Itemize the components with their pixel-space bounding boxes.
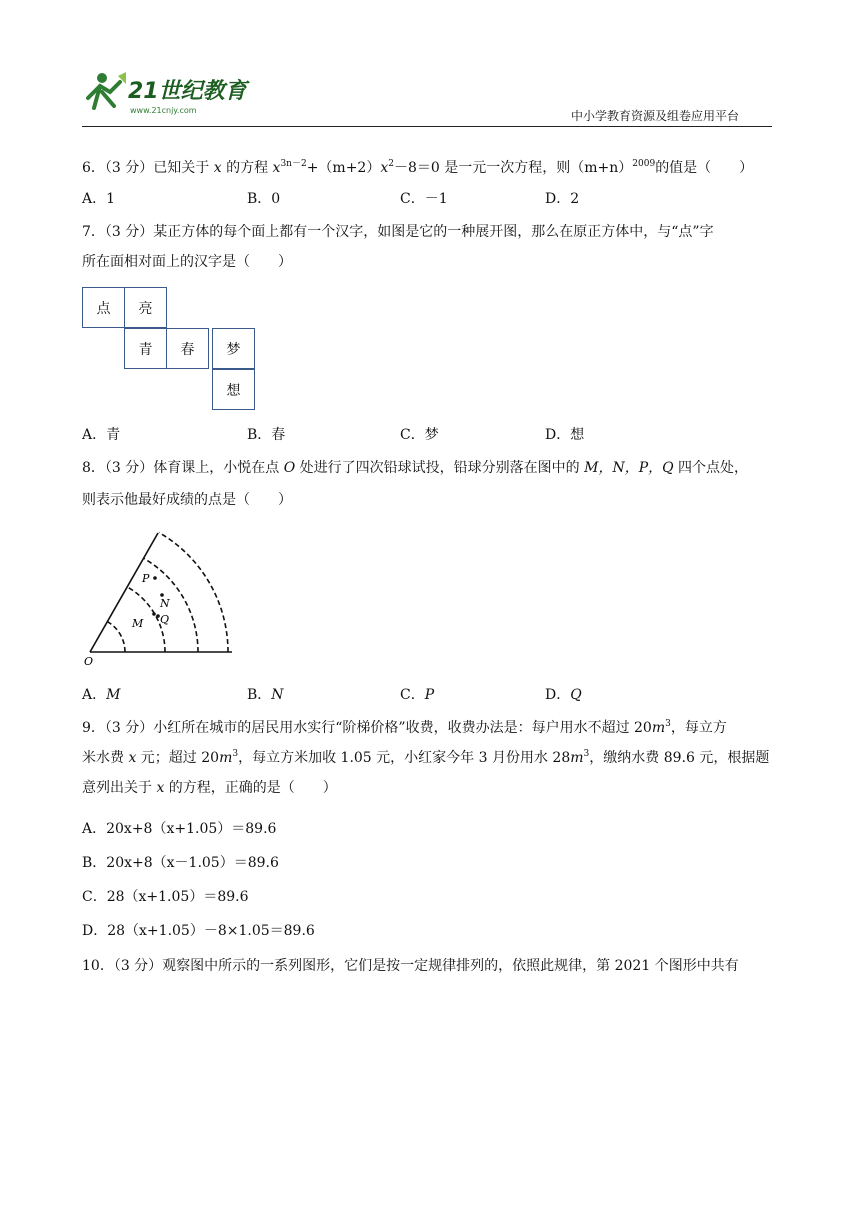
q7-option-c: C．梦 — [400, 427, 439, 443]
label-O: O — [84, 655, 94, 668]
q8-option-b: B．N — [247, 687, 284, 703]
arc-3 — [144, 559, 198, 653]
q8-option-d: D．Q — [545, 687, 582, 703]
label-Q: Q — [160, 613, 170, 626]
question-9-stem-line1: 9．（3 分）小红所在城市的居民用水实行“阶梯价格”收费，收费办法是：每户用水不超过 $20m^3$，每立方 — [82, 719, 727, 736]
q6-option-a: A．1 — [82, 191, 116, 207]
q7-option-a: A．青 — [82, 427, 121, 443]
net-cell-4: 春 — [166, 328, 209, 369]
net-cell-3: 青 — [124, 328, 167, 369]
q6-option-c: C．－1 — [400, 191, 448, 207]
arc-4 — [159, 533, 228, 653]
q9-option-a: A．20x+8（x+1.05）＝89.6 — [82, 821, 277, 837]
q9-option-d: D．28（x+1.05）－8×1.05＝89.6 — [82, 923, 315, 939]
question-10-stem-line1: 10．（3 分）观察图中所示的一系列图形，它们是按一定规律排列的，依照此规律，第 2021 个图形中共有 — [82, 958, 739, 974]
q7-option-b: B．春 — [247, 427, 286, 443]
net-cell-2: 亮 — [124, 287, 167, 328]
net-cell-1: 点 — [82, 287, 125, 328]
q9-option-c: C．28（x+1.05）＝89.6 — [82, 889, 249, 905]
net-cell-5: 梦 — [212, 328, 255, 369]
header-divider — [82, 126, 772, 127]
logo-text: 21世纪教育 — [128, 79, 247, 104]
shot-put-diagram — [80, 525, 265, 670]
label-N: N — [160, 597, 170, 610]
site-logo — [80, 68, 250, 118]
q7-option-d: D．想 — [545, 427, 585, 443]
sector-edge-upper — [90, 533, 158, 652]
arc-1 — [108, 622, 126, 652]
platform-name: 中小学教育资源及组卷应用平台 — [570, 109, 739, 123]
question-8-stem-line1: 8．（3 分）体育课上，小悦在点 O 处进行了四次铅球试投，铅球分别落在图中的 M，N，P，Q 四个点处， — [82, 460, 749, 476]
q8-option-a: A．M — [82, 687, 121, 703]
question-7-stem-line1: 7．（3 分）某正方体的每个面上都有一个汉字，如图是它的一种展开图，那么在原正方体中，与“点”字 — [82, 224, 714, 240]
question-6-stem: 6．（3 分）已知关于 x 的方程 $x^{3n-2}+(m+2)x^2-8=0$ 是一元一次方程，则$(m+n)^{2009}$的值是（ ） — [82, 159, 754, 176]
label-M: M — [132, 617, 144, 630]
point-M — [152, 612, 156, 616]
logo-url: www.21cnjy.com — [130, 106, 197, 115]
net-cell-6: 想 — [212, 369, 255, 410]
question-9-stem-line2: 米水费 x 元；超过 $20m^3$，每立方米加收 1.05 元，小红家今年 3 月份用水 $28m^3$，缴纳水费 89.6 元，根据题 — [82, 749, 770, 766]
q6-option-b: B．0 — [247, 191, 281, 207]
point-P — [153, 576, 157, 580]
q8-option-c: C．P — [400, 687, 435, 703]
question-7-stem-line2: 所在面相对面上的汉字是（ ） — [82, 254, 292, 270]
runner-icon — [88, 72, 126, 108]
q9-option-b: B．20x+8（x－1.05）＝89.6 — [82, 855, 279, 871]
q6-option-d: D．2 — [545, 191, 580, 207]
question-9-stem-line3: 意列出关于 x 的方程，正确的是（ ） — [82, 780, 337, 796]
label-P: P — [142, 572, 150, 585]
question-8-stem-line2: 则表示他最好成绩的点是（ ） — [82, 492, 292, 508]
